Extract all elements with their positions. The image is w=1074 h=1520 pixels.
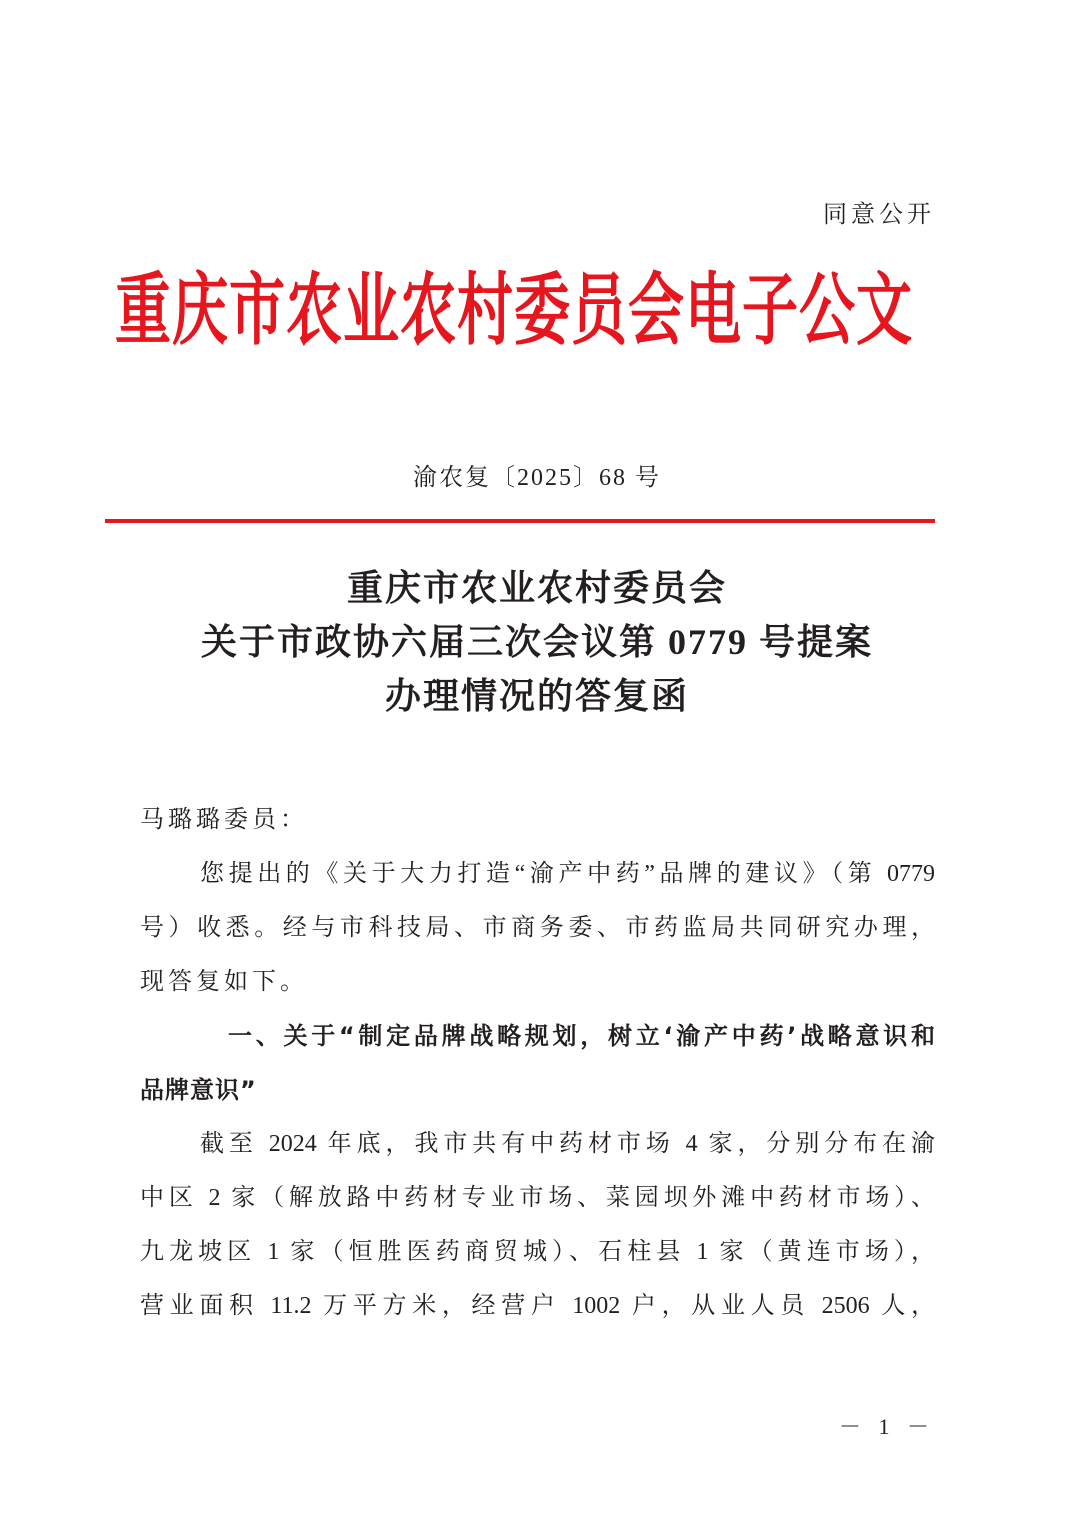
section-heading-line: 一、关于“制定品牌战略规划，树立‘渝产中药’战略意识和	[228, 1022, 935, 1050]
letter-body	[140, 793, 935, 1333]
title-line: 办理情况的答复函	[384, 676, 689, 716]
paragraph-line: 号）收悉。经与市科技局、市商务委、市药监局共同研究办理，	[140, 915, 935, 941]
title-line: 重庆市农业农村委员会	[346, 568, 727, 608]
paragraph-line: 现答复如下。	[140, 969, 308, 995]
paragraph-line: 您提出的《关于大力打造“渝产中药”品牌的建议》（第 0779	[200, 861, 935, 887]
paragraph-line: 截至 2024 年底，我市共有中药材市场 4 家，分别分布在渝	[200, 1131, 935, 1157]
masthead-title: 重庆市农业农村委员会电子公文	[115, 265, 912, 357]
document-number: 渝农复〔2025〕68 号	[413, 465, 661, 491]
reply-title	[0, 561, 1074, 723]
paragraph-line: 九龙坡区 1 家（恒胜医药商贸城）、石柱县 1 家（黄连市场），	[140, 1239, 935, 1265]
paragraph	[140, 847, 935, 1009]
disclosure-note: 同意公开	[823, 202, 935, 228]
red-divider	[105, 519, 935, 523]
paragraph-line: 营业面积 11.2 万平方米，经营户 1002 户，从业人员 2506 人，	[140, 1293, 935, 1319]
section-heading	[140, 1009, 935, 1117]
title-line: 关于市政协六届三次会议第 0779 号提案	[200, 622, 873, 662]
paragraph	[140, 1117, 935, 1333]
paragraph-line: 中区 2 家（解放路中药材专业市场、菜园坝外滩中药材市场）、	[140, 1185, 935, 1211]
section-heading-line: 品牌意识”	[140, 1076, 257, 1104]
page-number: － 1 －	[838, 1414, 935, 1439]
salutation: 马璐璐委员：	[140, 807, 308, 833]
